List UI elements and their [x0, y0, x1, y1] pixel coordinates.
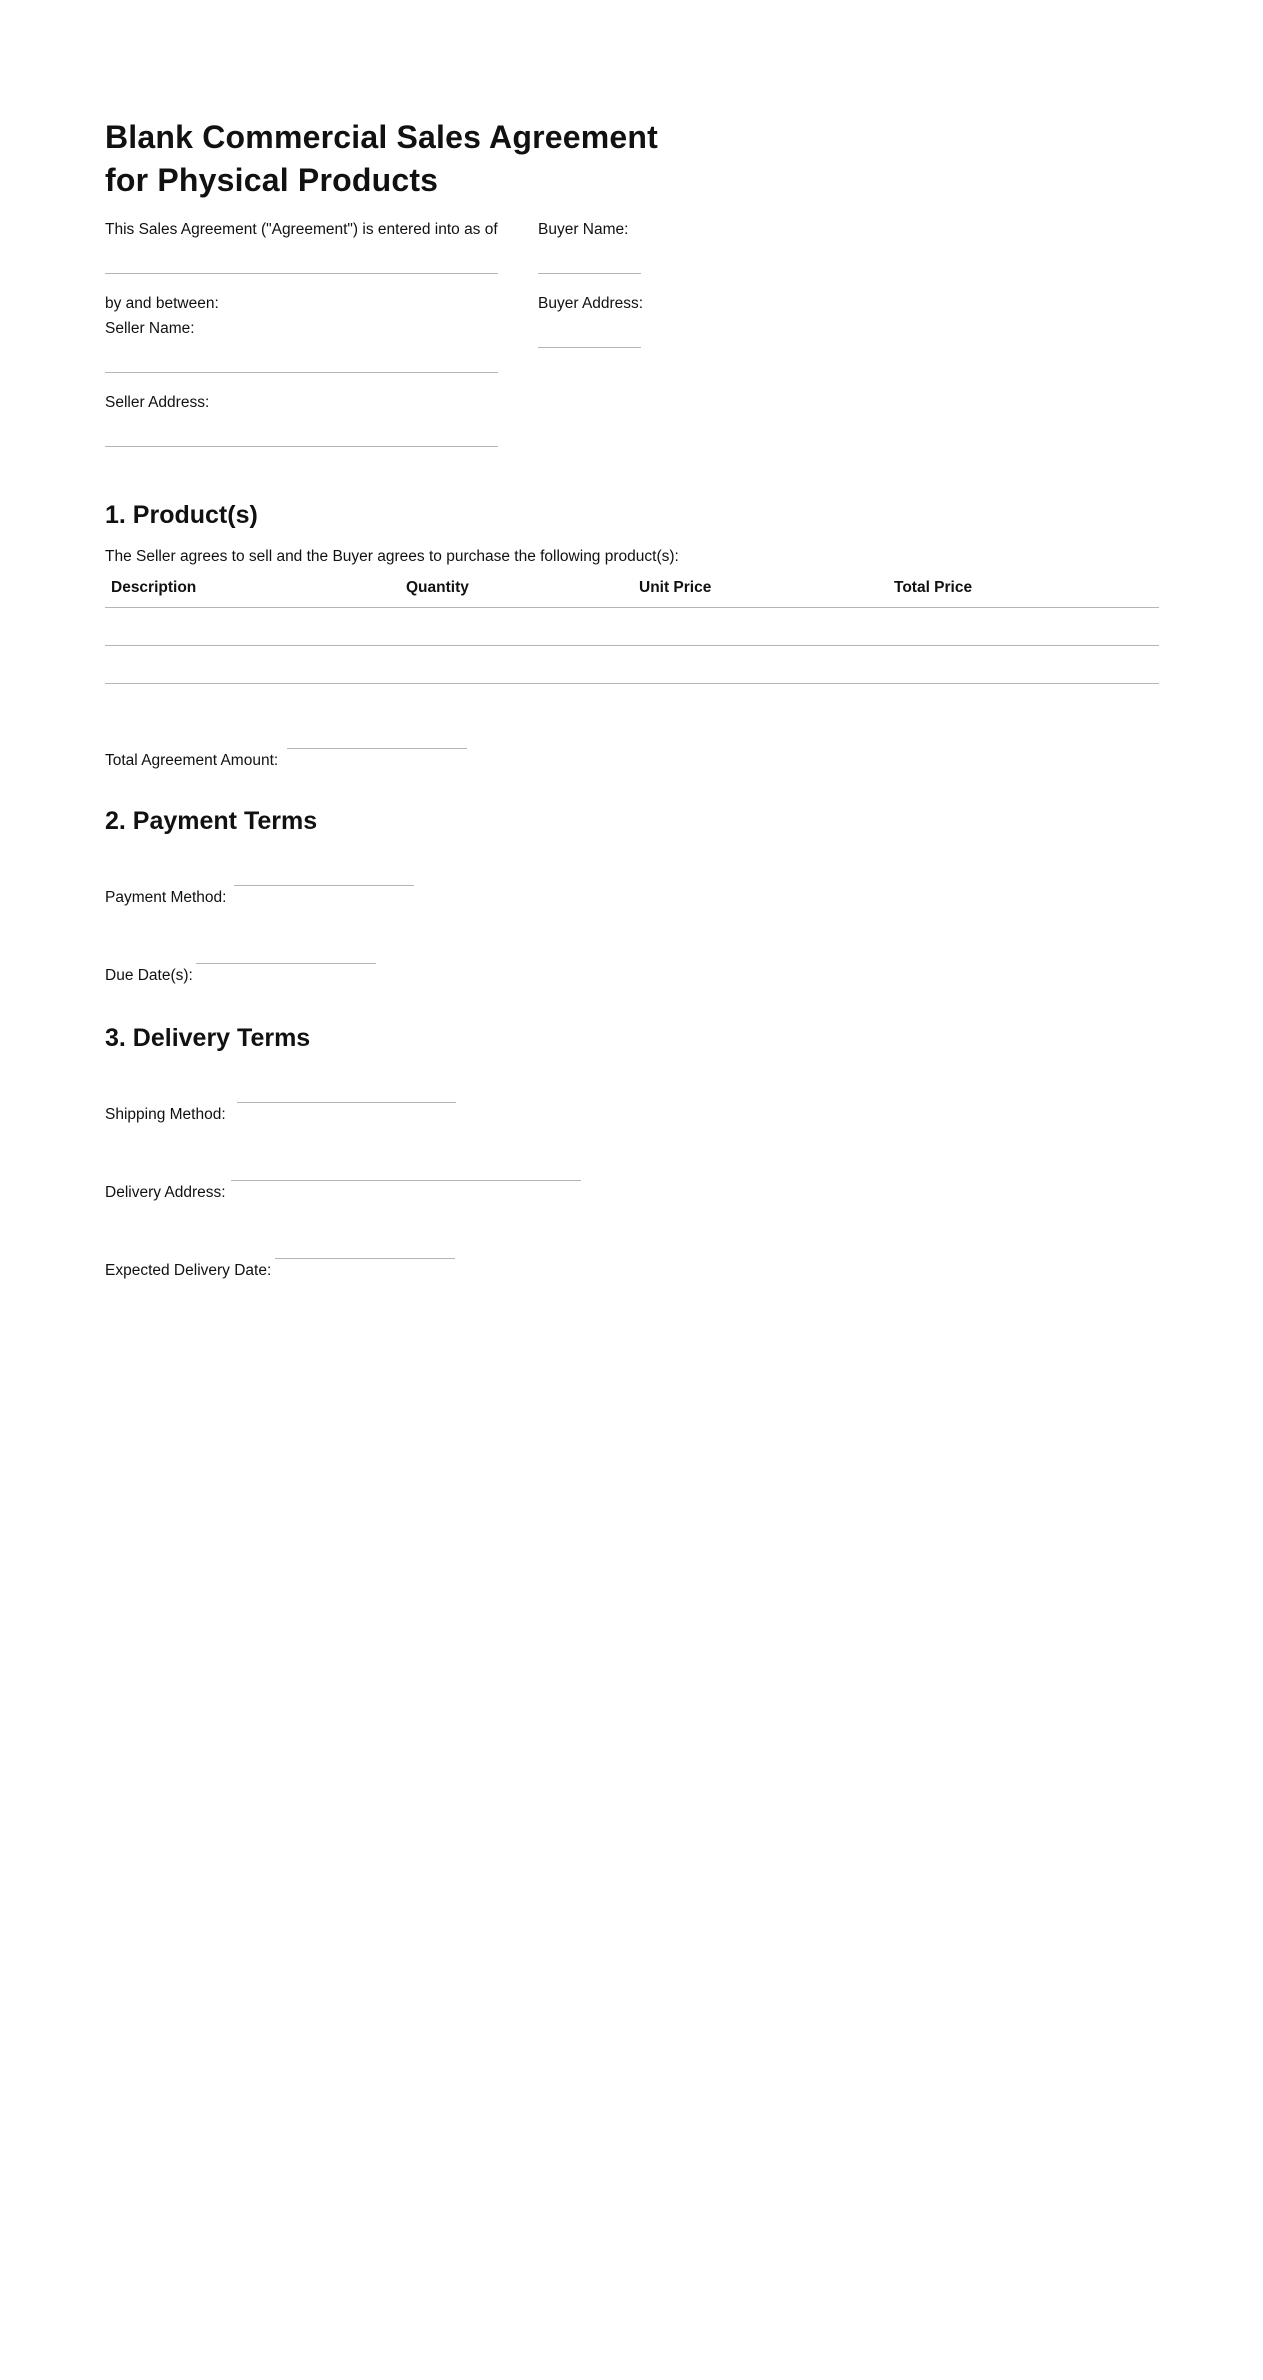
seller-name-label: Seller Name: [105, 320, 195, 337]
between-text: by and between: [105, 295, 219, 312]
agreement-date-field[interactable] [105, 273, 498, 274]
table-row[interactable] [105, 683, 1159, 684]
column-header-total-price: Total Price [894, 579, 973, 596]
column-header-quantity: Quantity [406, 579, 469, 596]
seller-address-field[interactable] [105, 446, 498, 447]
due-dates-label: Due Date(s): [105, 967, 193, 984]
shipping-method-field[interactable] [237, 1102, 456, 1103]
seller-name-field[interactable] [105, 372, 498, 373]
buyer-name-label: Buyer Name: [538, 221, 629, 238]
seller-address-label: Seller Address: [105, 394, 210, 411]
shipping-method-label: Shipping Method: [105, 1106, 226, 1123]
section-delivery-heading: 3. Delivery Terms [105, 1024, 311, 1052]
total-amount-label: Total Agreement Amount: [105, 752, 279, 769]
payment-method-label: Payment Method: [105, 889, 227, 906]
buyer-address-label: Buyer Address: [538, 295, 644, 312]
due-dates-field[interactable] [196, 963, 376, 964]
column-header-description: Description [111, 579, 197, 596]
payment-method-field[interactable] [234, 885, 414, 886]
section-products-heading: 1. Product(s) [105, 501, 258, 529]
column-header-unit-price: Unit Price [639, 579, 712, 596]
document-title: Blank Commercial Sales Agreement for Physical Products [105, 119, 658, 198]
table-row[interactable] [105, 645, 1159, 646]
delivery-address-label: Delivery Address: [105, 1184, 226, 1201]
section-payment-heading: 2. Payment Terms [105, 807, 318, 835]
buyer-address-field[interactable] [538, 347, 641, 348]
total-amount-field[interactable] [287, 748, 467, 749]
buyer-name-field[interactable] [538, 273, 641, 274]
products-description: The Seller agrees to sell and the Buyer agrees to purchase the following product(s): [105, 548, 679, 565]
delivery-address-field[interactable] [231, 1180, 581, 1181]
expected-delivery-date-label: Expected Delivery Date: [105, 1262, 272, 1279]
table-header-divider [105, 607, 1159, 608]
expected-delivery-date-field[interactable] [275, 1258, 455, 1259]
agreement-date-text: This Sales Agreement ("Agreement") is entered into as of [105, 221, 498, 238]
